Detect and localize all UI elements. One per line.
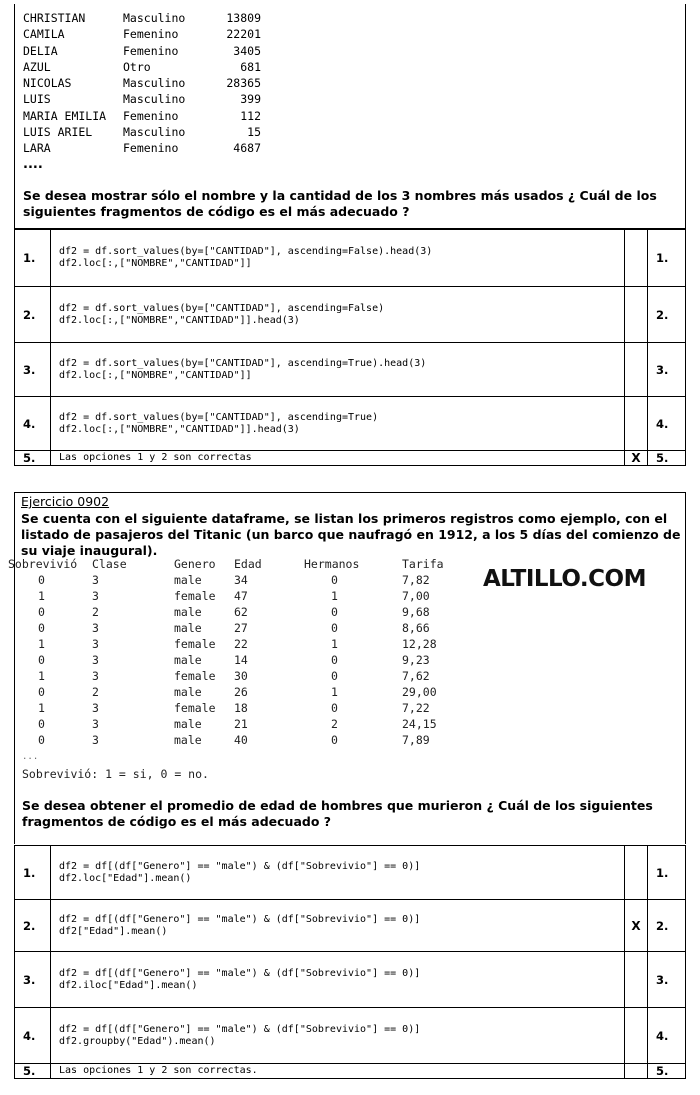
option-number: 2. [15,287,51,343]
ellipsis: .... [23,157,43,172]
gender-cell: Femenino [123,43,179,58]
cell: male [174,605,202,619]
cell: 3 [92,621,99,635]
option-code[interactable]: df2 = df.sort_values(by=["CANTIDAD"], ascending=False).head(3) df2.loc[:,["NOMBRE","CANTIDAD"]] [51,230,625,287]
name-cell: MARIA EMILIA [23,108,107,123]
option-number-right: 2. [648,287,686,343]
cell: 0 [331,653,338,667]
option-number: 3. [15,343,51,397]
count-cell: 399 [240,92,261,107]
cell: 30 [234,669,248,683]
gender-cell: Femenino [123,108,179,123]
question-text: Se desea obtener el promedio de edad de hombres que murieron ¿ Cuál de los siguientes fragmentos de código es el más adecuado ? [22,798,653,829]
table-row [8,636,452,652]
altillo-watermark-logo: ALTILLO.COM [483,566,646,592]
cell: 3 [92,589,99,603]
cell: 2 [92,605,99,619]
exercise-title: Ejercicio 0902 [21,494,110,509]
table-row [23,140,261,156]
option-number-right: 3. [648,952,686,1008]
option-number: 2. [15,900,51,952]
cell: female [174,669,216,683]
count-cell: 112 [240,108,261,123]
cell: 0 [331,669,338,683]
option-row [15,343,686,397]
cell: 18 [234,701,248,715]
gender-cell: Masculino [123,92,186,107]
cell: 0 [38,685,45,699]
table-row [23,75,261,91]
column-header: Sobrevivió [8,557,78,571]
cell: 14 [234,653,248,667]
option-code[interactable]: df2 = df.sort_values(by=["CANTIDAD"], ascending=True) df2.loc[:,["NOMBRE","CANTIDAD"]].head(3) [51,397,625,451]
option-number: 4. [15,1008,51,1064]
name-cell: LUIS ARIEL [23,125,93,140]
cell: 12,28 [402,637,437,651]
option-code[interactable]: df2 = df[(df["Genero"] == "male") & (df["Sobrevivio"] == 0)] df2["Edad"].mean() [51,900,625,952]
option-row [15,287,686,343]
option-number: 4. [15,397,51,451]
option-code[interactable]: df2 = df[(df["Genero"] == "male") & (df["Sobrevivio"] == 0)] df2.groupby("Edad").mean() [51,1008,625,1064]
table-row [23,10,261,26]
cell: male [174,685,202,699]
gender-cell: Masculino [123,76,186,91]
table-row [8,620,452,636]
cell: female [174,637,216,651]
gender-cell: Masculino [123,11,186,25]
cell: 1 [38,637,45,651]
option-code[interactable]: df2 = df.sort_values(by=["CANTIDAD"], ascending=False) df2.loc[:,["NOMBRE","CANTIDAD"]].head(3) [51,287,625,343]
cell: 1 [331,637,338,651]
cell: 2 [331,717,338,731]
name-cell: LARA [23,141,51,156]
table-row [8,716,452,732]
cell: female [174,589,216,603]
table-header [8,556,452,572]
cell: male [174,573,202,587]
count-cell: 13809 [226,11,261,25]
cell: 9,23 [402,653,430,667]
option-row [15,900,686,952]
question-text: Se desea mostrar sólo el nombre y la cantidad de los 3 nombres más usados ¿ Cuál de los siguientes fragmentos de código es el más adecuado ? [23,188,657,219]
cell: 21 [234,717,248,731]
cell: 27 [234,621,248,635]
cell: 0 [331,605,338,619]
name-cell: LUIS [23,92,51,107]
option-number: 5. [15,1064,51,1079]
option-row [15,846,686,900]
table-row [23,124,261,140]
answer-mark[interactable] [625,397,648,451]
option-row [15,1008,686,1064]
answer-mark[interactable] [625,846,648,900]
table-ellipsis: ... [22,752,39,762]
table-row [8,668,452,684]
table-row [23,108,261,124]
gender-cell: Femenino [123,141,179,156]
answer-mark[interactable] [625,343,648,397]
option-number-right: 5. [648,451,686,466]
table-row [23,59,261,75]
answer-mark[interactable] [625,287,648,343]
option-row [15,397,686,451]
count-cell: 22201 [226,27,261,42]
option-row [15,952,686,1008]
table-row [8,684,452,700]
cell: 7,22 [402,701,430,715]
option-number-right: 3. [648,343,686,397]
cell: 7,82 [402,573,430,587]
cell: male [174,733,202,747]
cell: 3 [92,701,99,715]
table-row [23,43,261,59]
gender-cell: Otro [123,59,151,74]
name-cell: NICOLAS [23,76,72,91]
cell: 1 [331,589,338,603]
cell: 0 [331,621,338,635]
count-cell: 15 [247,125,261,140]
option-number: 5. [15,451,51,466]
option-number-right: 2. [648,900,686,952]
cell: male [174,621,202,635]
table-row [23,91,261,107]
cell: 0 [38,717,45,731]
column-header: Hermanos [304,557,360,571]
cell: 29,00 [402,685,437,699]
table-row [8,572,452,588]
cell: 22 [234,637,248,651]
cell: 0 [331,733,338,747]
cell: 1 [38,669,45,683]
cell: 0 [38,733,45,747]
cell: 3 [92,653,99,667]
cell: 26 [234,685,248,699]
cell: 9,68 [402,605,430,619]
cell: 24,15 [402,717,437,731]
gender-cell: Masculino [123,125,186,140]
count-cell: 3405 [233,43,261,58]
cell: 47 [234,589,248,603]
cell: 34 [234,573,248,587]
cell: 0 [38,653,45,667]
cell: 0 [38,573,45,587]
option-code[interactable]: Las opciones 1 y 2 son correctas [51,451,625,466]
cell: male [174,653,202,667]
cell: 7,62 [402,669,430,683]
option-code[interactable]: df2 = df[(df["Genero"] == "male") & (df["Sobrevivio"] == 0)] df2.loc["Edad"].mean() [51,846,625,900]
answer-mark[interactable] [625,230,648,287]
gender-cell: Femenino [123,27,179,42]
table-row [8,652,452,668]
cell: 8,66 [402,621,430,635]
option-code[interactable]: df2 = df[(df["Genero"] == "male") & (df["Sobrevivio"] == 0)] df2.iloc["Edad"].mean() [51,952,625,1008]
cell: male [174,717,202,731]
table-row [8,588,452,604]
cell: 3 [92,733,99,747]
option-code[interactable]: Las opciones 1 y 2 son correctas. [51,1064,625,1079]
cell: 7,00 [402,589,430,603]
cell: 7,89 [402,733,430,747]
option-row [15,451,686,466]
count-cell: 681 [240,59,261,74]
option-number: 1. [15,230,51,287]
name-cell: CHRISTIAN [23,11,86,25]
column-header: Tarifa [402,557,444,571]
cell: 3 [92,717,99,731]
name-cell: CAMILA [23,27,65,42]
names-table [23,10,261,157]
option-number: 3. [15,952,51,1008]
cell: 1 [38,701,45,715]
cell: 3 [92,573,99,587]
cell: 1 [38,589,45,603]
cell: 0 [38,605,45,619]
table-row [8,732,452,748]
cell: 40 [234,733,248,747]
option-number: 1. [15,846,51,900]
cell: 2 [92,685,99,699]
option-row [15,1064,686,1079]
titanic-table [8,556,452,748]
name-cell: AZUL [23,59,51,74]
answer-mark[interactable] [625,1008,648,1064]
table-row [8,604,452,620]
table-row [8,700,452,716]
cell: female [174,701,216,715]
answer-mark[interactable] [625,952,648,1008]
column-header: Genero [174,557,216,571]
cell: 0 [38,621,45,635]
table-row [23,26,261,42]
exercise1-options [14,229,686,466]
answer-mark[interactable]: X [625,900,648,952]
answer-mark[interactable]: X [625,451,648,466]
option-code[interactable]: df2 = df.sort_values(by=["CANTIDAD"], ascending=True).head(3) df2.loc[:,["NOMBRE","CANTIDAD"]] [51,343,625,397]
answer-mark[interactable] [625,1064,648,1079]
cell: 1 [331,685,338,699]
exercise2-options [14,845,686,1079]
cell: 3 [92,637,99,651]
name-cell: DELIA [23,43,58,58]
column-header: Clase [92,557,127,571]
exercise1-box [14,4,686,229]
exercise-intro: Se cuenta con el siguiente dataframe, se listan los primeros registros como ejemplo, con el listado de pasajeros del Titanic (un barco que naufragó en 1912, a los 5 días del comienzo de su viaje inaugural). [21,511,681,558]
count-cell: 28365 [226,76,261,91]
column-header: Edad [234,557,262,571]
option-row [15,230,686,287]
cell: 0 [331,573,338,587]
count-cell: 4687 [233,141,261,156]
legend-text: Sobrevivió: 1 = si, 0 = no. [22,767,209,781]
option-number-right: 4. [648,397,686,451]
option-number-right: 1. [648,230,686,287]
option-number-right: 4. [648,1008,686,1064]
option-number-right: 5. [648,1064,686,1079]
cell: 3 [92,669,99,683]
cell: 62 [234,605,248,619]
option-number-right: 1. [648,846,686,900]
cell: 0 [331,701,338,715]
